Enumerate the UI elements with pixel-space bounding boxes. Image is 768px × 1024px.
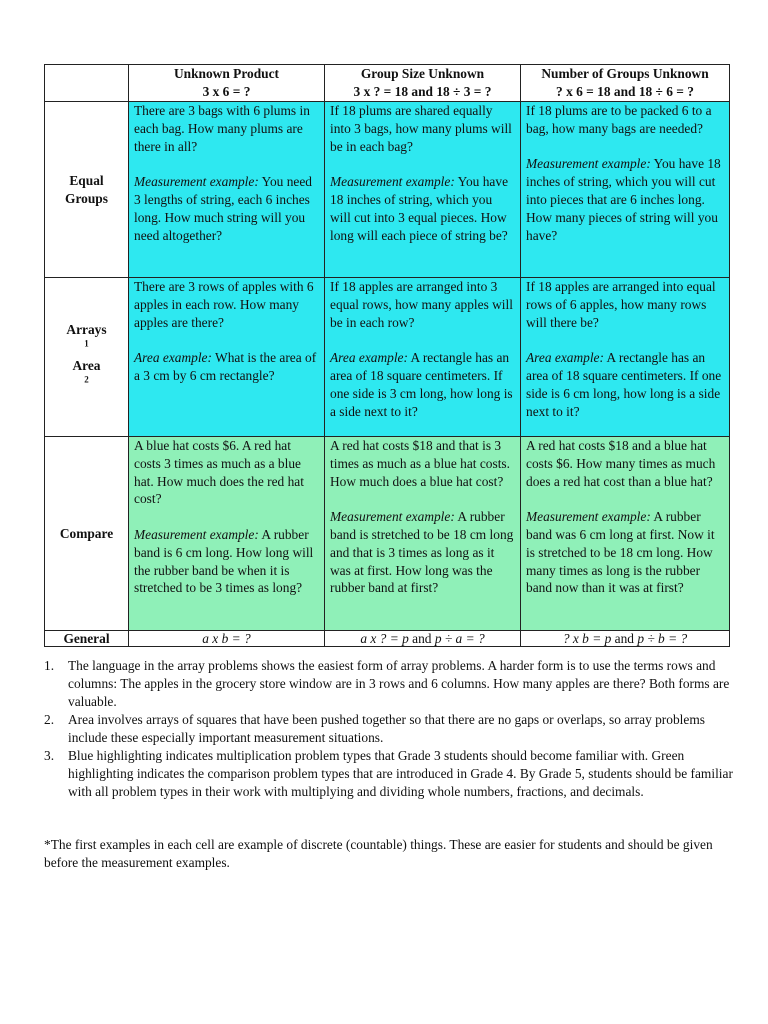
note-item bbox=[44, 747, 734, 801]
row-label-line bbox=[50, 321, 123, 357]
example-text: A rectangle has an area of 18 square centimeters. If one side is 6 cm long, how long is a side next to it? bbox=[526, 350, 722, 419]
header-equation: 3 x 6 = ? bbox=[202, 83, 251, 99]
formula-text: p ÷ b = ? bbox=[637, 631, 688, 646]
note-item bbox=[44, 711, 734, 747]
header-equation: 3 x ? = 18 and 18 ÷ 3 = ? bbox=[353, 83, 492, 99]
header-group-size-unknown bbox=[325, 65, 521, 102]
example-text: You need 3 lengths of string, each 6 inches long. How much string will you need altogether? bbox=[134, 174, 313, 243]
example-label: Measurement example: bbox=[330, 509, 455, 525]
footnote: *The first examples in each cell are example of discrete (countable) things. These are easier for students and should be given before the measurement examples. bbox=[44, 837, 713, 870]
header-equation: ? x 6 = 18 and 18 ÷ 6 = ? bbox=[556, 83, 694, 99]
cell-compare-number-groups bbox=[521, 437, 730, 631]
row-label-line: Groups bbox=[65, 190, 108, 206]
row-label-compare bbox=[45, 437, 129, 631]
header-title: Group Size Unknown bbox=[360, 66, 485, 81]
header-unknown-product bbox=[129, 65, 325, 102]
note-number: 2. bbox=[44, 712, 55, 727]
example-text: A rubber band is 6 cm long. How long will the rubber band be when it is stretched to be 3 times as long? bbox=[134, 526, 314, 596]
example-label: Area example: bbox=[134, 350, 212, 366]
row-label-arrays-area bbox=[45, 278, 129, 437]
notes-list bbox=[44, 657, 734, 801]
area-example bbox=[526, 349, 724, 420]
measurement-example bbox=[330, 508, 515, 597]
corner-cell bbox=[45, 65, 129, 102]
header-title: Unknown Product bbox=[173, 66, 280, 81]
cell-compare-product bbox=[129, 437, 325, 631]
example-label: Measurement example: bbox=[134, 526, 259, 542]
formula-text: a x b = ? bbox=[202, 631, 251, 646]
discrete-example: A red hat costs $18 and a blue hat costs $6. How many times as much does a red hat cost than a blue hat? bbox=[526, 438, 716, 489]
example-label: Area example: bbox=[330, 350, 408, 366]
measurement-example bbox=[526, 508, 724, 597]
discrete-example: If 18 apples are arranged into equal rows of 6 apples, how many rows will there be? bbox=[526, 279, 716, 330]
example-text: A rubber band is stretched to be 18 cm long and that is 3 times as long as it was at first. How long was the rubber band at first? bbox=[330, 509, 514, 596]
row-compare bbox=[45, 437, 730, 631]
example-label: Area example: bbox=[526, 350, 604, 366]
discrete-example: A red hat costs $18 and that is 3 times as much as a blue hat costs. How much does a blue hat cost? bbox=[330, 438, 510, 489]
general-formula-product bbox=[129, 631, 325, 647]
row-equal-groups bbox=[45, 102, 730, 278]
cell-arrays-product bbox=[129, 278, 325, 437]
footnote-ref: 2 bbox=[84, 374, 89, 385]
cell-arrays-group-size bbox=[325, 278, 521, 437]
row-arrays-area bbox=[45, 278, 730, 437]
example-label: Measurement example: bbox=[330, 174, 455, 190]
measurement-example bbox=[134, 526, 319, 597]
row-label-line: Equal bbox=[69, 172, 104, 188]
general-formula-number-groups bbox=[521, 631, 730, 647]
example-text: A rectangle has an area of 18 square centimeters. If one side is 3 cm long, how long is a side next to it? bbox=[330, 350, 513, 419]
discrete-example: A blue hat costs $6. A red hat costs 3 times as much as a blue hat. How much does the red hat cost? bbox=[134, 438, 304, 507]
discrete-example: If 18 apples are arranged into 3 equal rows, how many apples will be in each row? bbox=[330, 279, 513, 330]
example-label: Measurement example: bbox=[134, 174, 259, 190]
example-label: Measurement example: bbox=[526, 156, 651, 172]
note-text: Area involves arrays of squares that have been pushed together so that there are no gaps or overlaps, so array problems include these especially important measurement situations. bbox=[68, 712, 705, 745]
label-text: Area bbox=[72, 358, 101, 373]
cell-compare-group-size bbox=[325, 437, 521, 631]
cell-equal-number-groups bbox=[521, 102, 730, 278]
row-label-general bbox=[45, 631, 129, 647]
discrete-example: If 18 plums are to be packed 6 to a bag, how many bags are needed? bbox=[526, 103, 712, 136]
discrete-example: There are 3 rows of apples with 6 apples in each row. How many apples are there? bbox=[134, 279, 314, 330]
area-example bbox=[134, 349, 319, 385]
cell-arrays-number-groups bbox=[521, 278, 730, 437]
formula-and: and bbox=[408, 631, 435, 646]
discrete-example: If 18 plums are shared equally into 3 bags, how many plums will be in each bag? bbox=[330, 103, 512, 154]
measurement-example bbox=[134, 173, 319, 244]
header-number-of-groups-unknown bbox=[521, 65, 730, 102]
formula-text: p ÷ a = ? bbox=[434, 631, 485, 646]
row-label-line: Compare bbox=[59, 525, 114, 541]
example-text: You have 18 inches of string, which you will cut into 3 equal pieces. How long will each piece of string be? bbox=[330, 174, 509, 243]
cell-equal-group-size bbox=[325, 102, 521, 278]
note-number: 3. bbox=[44, 748, 55, 763]
area-example bbox=[330, 349, 515, 420]
row-label-line: General bbox=[63, 631, 110, 646]
row-general bbox=[45, 631, 730, 647]
general-formula-group-size bbox=[325, 631, 521, 647]
note-item bbox=[44, 657, 734, 711]
footnote-ref: 1 bbox=[84, 338, 89, 349]
label-text: Arrays bbox=[66, 322, 107, 338]
formula-text: a x ? = p bbox=[360, 631, 409, 646]
cell-equal-product bbox=[129, 102, 325, 278]
problem-types-table bbox=[44, 64, 730, 647]
measurement-example bbox=[526, 155, 724, 244]
discrete-example: There are 3 bags with 6 plums in each bag. How many plums are there in all? bbox=[134, 103, 310, 154]
row-label-line bbox=[50, 357, 123, 393]
note-text: Blue highlighting indicates multiplication problem types that Grade 3 students should become familiar with. Green highlighting indicates the comparison problem types that are introduced in Grade 4. By Grade 5, students should be familiar with all problem types in their work with multiplying and dividing whole numbers, fractions, and decimals. bbox=[68, 748, 733, 799]
header-row bbox=[45, 65, 730, 102]
measurement-example bbox=[330, 173, 515, 244]
header-title: Number of Groups Unknown bbox=[541, 66, 709, 81]
example-text: What is the area of a 3 cm by 6 cm rectangle? bbox=[134, 350, 317, 383]
example-text: A rubber band was 6 cm long at first. Now it is stretched to be 18 cm long. How many times as long is the rubber band now than it was at first? bbox=[526, 509, 715, 596]
formula-text: ? x b = p bbox=[562, 631, 612, 646]
example-label: Measurement example: bbox=[526, 509, 651, 525]
example-text: You have 18 inches of string, which you will cut into pieces that are 6 inches long. How many pieces of string will you have? bbox=[526, 156, 721, 243]
formula-and: and bbox=[611, 631, 638, 646]
note-number: 1. bbox=[44, 658, 55, 673]
note-text: The language in the array problems shows the easiest form of array problems. A harder form is to use the terms rows and columns: The apples in the grocery store window are in 3 rows and 6 columns. How many apples are there? Both forms are valuable. bbox=[68, 658, 730, 709]
row-label-equal-groups bbox=[45, 102, 129, 278]
